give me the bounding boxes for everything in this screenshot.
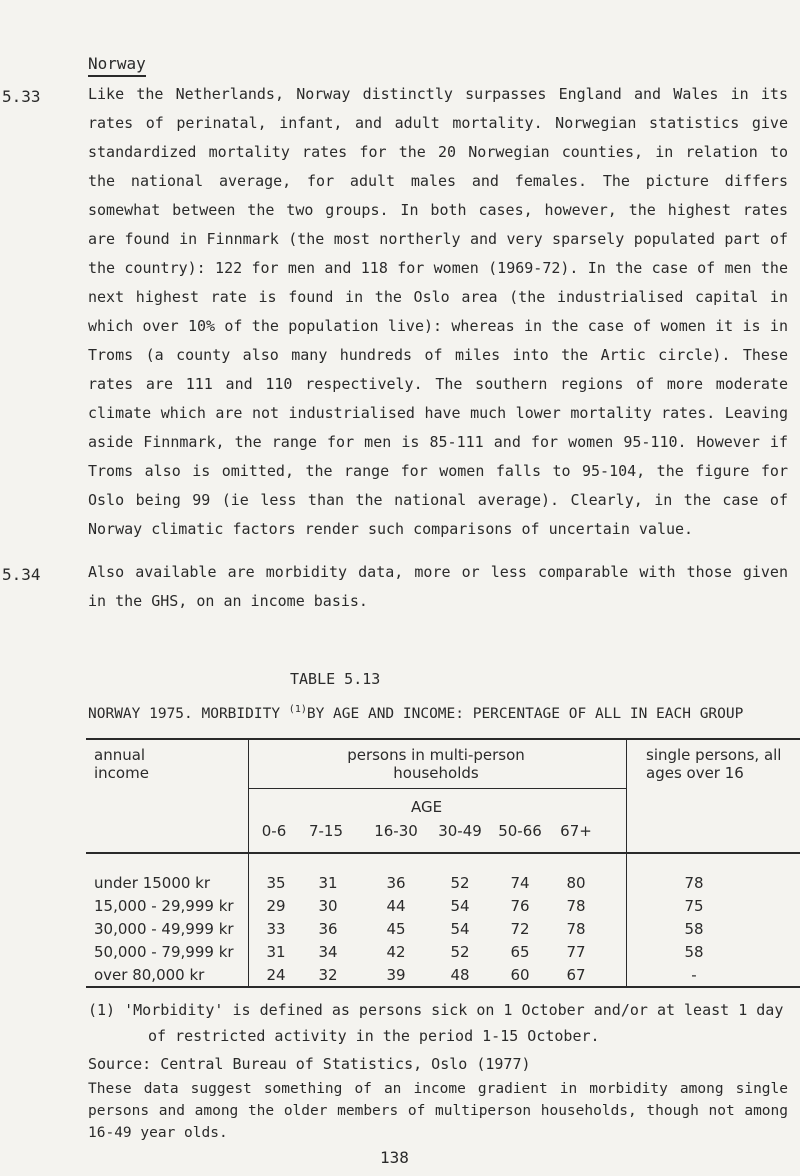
age-group: 67+ — [560, 822, 592, 840]
table-row — [86, 966, 800, 986]
table-footnote: (1) 'Morbidity' is defined as persons sick on 1 October and/or at least 1 day — [88, 1001, 784, 1019]
cell-value: 78 — [566, 897, 586, 915]
income-header: annual income — [94, 746, 149, 782]
cell-value: 58 — [684, 943, 704, 961]
cell-value: 30 — [318, 897, 338, 915]
age-group: 0-6 — [261, 822, 287, 840]
page-number: 138 — [380, 1148, 409, 1167]
age-group: 7-15 — [308, 822, 344, 840]
cell-value: - — [691, 966, 697, 984]
cell-value: 77 — [566, 943, 586, 961]
section-533-text: Like the Netherlands, Norway distinctly surpasses England and Wales in its rates of perinatal, infant, and adult mortality. Norwegian statistics give standardized mortality rates for the 20 Norwegian counties, in relation to the national average, for adult males and females. The picture differs somewhat between the two groups. In both cases, however, the highest rates are found in Finnmark (the most northerly and very sparsely populated part of the country): 122 for men and 118 for women (1969-72). In the case of men the next highest rate is found in the Oslo area (the industrialised capital in which over 10% of the population live): whereas in the case of women it is in Troms (a county also many hundreds of miles into the Artic circle). These rates are 111 and 110 respectively. The southern regions of more moderate climate which are not industrialised have much lower mortality rates. Leaving aside Finnmark, the range for men is 85-111 and for women 95-110. However if Troms also is omitted, the range for women falls to 95-104, the figure for Oslo being 99 (ie less than the national average). Clearly, in the case of Norway climatic factors render such comparisons of uncertain value. — [88, 85, 788, 538]
cell-value: 31 — [266, 943, 286, 961]
cell-value: 58 — [684, 920, 704, 938]
table-row — [86, 874, 800, 894]
section-number-533: 5.33 — [2, 87, 41, 106]
cell-value: 48 — [450, 966, 470, 984]
cell-value: 45 — [386, 920, 406, 938]
cell-value: 33 — [266, 920, 286, 938]
table-subtitle: NORWAY 1975. MORBIDITY $^{(1)}$BY AGE AND INCOME: PERCENTAGE OF ALL IN EACH GROUP — [88, 704, 744, 722]
row-label: over 80,000 kr — [94, 966, 205, 984]
cell-value: 52 — [450, 943, 470, 961]
cell-value: 67 — [566, 966, 586, 984]
cell-value: 52 — [450, 874, 470, 892]
cell-value: 29 — [266, 897, 286, 915]
table-title: TABLE 5.13 — [290, 670, 381, 688]
cell-value: 76 — [510, 897, 530, 915]
multi-person-header: persons in multi-person households — [347, 746, 525, 782]
cell-value: 75 — [684, 897, 704, 915]
page-header: Norway — [88, 54, 146, 77]
age-group: 50-66 — [498, 822, 542, 840]
age-header: AGE — [411, 798, 443, 816]
row-label: under 15000 kr — [94, 874, 211, 892]
table-row — [86, 920, 800, 940]
section-534-text: Also available are morbidity data, more or less comparable with those given in the GHS, on an income basis. — [88, 563, 788, 610]
table-row — [86, 897, 800, 917]
cell-value: 65 — [510, 943, 530, 961]
cell-value: 78 — [566, 920, 586, 938]
single-persons-header: single persons, all ages over 16 — [646, 746, 782, 782]
table-footnote-continued: of restricted activity in the period 1-15 October. — [148, 1027, 600, 1045]
cell-value: 78 — [684, 874, 704, 892]
cell-value: 54 — [450, 897, 470, 915]
age-group: 30-49 — [438, 822, 482, 840]
cell-value: 24 — [266, 966, 286, 984]
cell-value: 31 — [318, 874, 338, 892]
cell-value: 54 — [450, 920, 470, 938]
morbidity-table — [86, 738, 800, 988]
closing-paragraph: These data suggest something of an income gradient in morbidity among single persons and among the older members of multiperson households, though not among 16-49 year olds. — [88, 1081, 788, 1141]
table-row — [86, 943, 800, 963]
cell-value: 80 — [566, 874, 586, 892]
row-label: 30,000 - 49,999 kr — [94, 920, 234, 938]
cell-value: 35 — [266, 874, 286, 892]
cell-value: 36 — [386, 874, 406, 892]
table-source: Source: Central Bureau of Statistics, Oslo (1977) — [88, 1055, 531, 1073]
cell-value: 32 — [318, 966, 338, 984]
section-number-534: 5.34 — [2, 565, 41, 584]
cell-value: 34 — [318, 943, 338, 961]
cell-value: 36 — [318, 920, 338, 938]
cell-value: 44 — [386, 897, 406, 915]
cell-value: 39 — [386, 966, 406, 984]
row-label: 50,000 - 79,999 kr — [94, 943, 234, 961]
age-group: 16-30 — [374, 822, 418, 840]
cell-value: 60 — [510, 966, 530, 984]
cell-value: 74 — [510, 874, 530, 892]
row-label: 15,000 - 29,999 kr — [94, 897, 234, 915]
cell-value: 72 — [510, 920, 530, 938]
cell-value: 42 — [386, 943, 406, 961]
